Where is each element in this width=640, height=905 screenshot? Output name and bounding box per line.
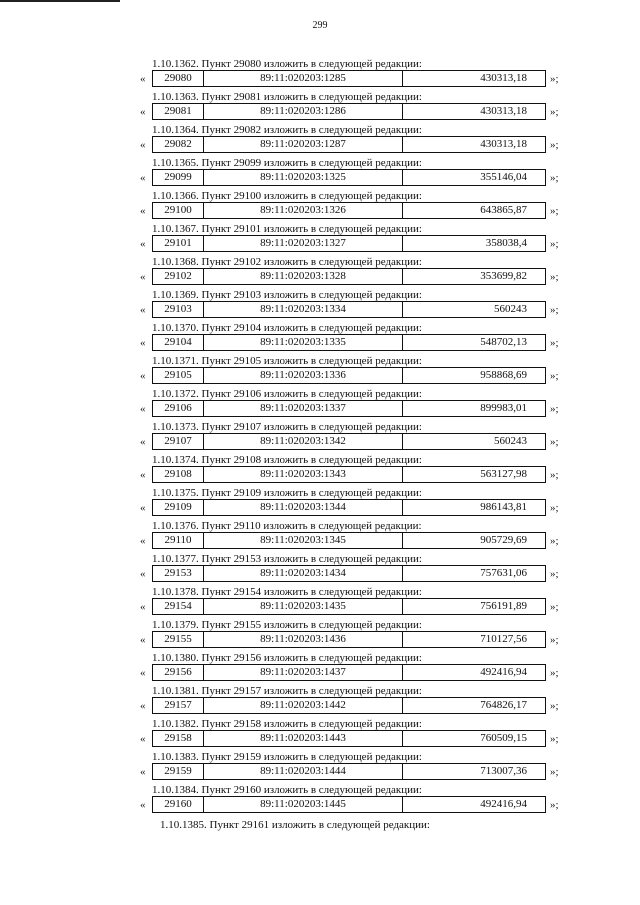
opening-quote: « <box>140 238 146 250</box>
amendment-entry <box>140 619 560 652</box>
cell-code: 29104 <box>153 335 204 350</box>
amendment-table-row <box>140 796 560 813</box>
closing-quote: »; <box>550 700 559 712</box>
cell-value: 760509,15 <box>480 732 527 744</box>
cell-code: 29157 <box>153 698 204 713</box>
amendment-entry <box>140 751 560 784</box>
closing-quote: »; <box>550 238 559 250</box>
amendment-entry <box>140 190 560 223</box>
amendment-entry <box>140 223 560 256</box>
opening-quote: « <box>140 601 146 613</box>
opening-quote: « <box>140 799 146 811</box>
clause-heading: 1.10.1382. Пункт 29158 изложить в следующей редакции: <box>152 718 422 730</box>
amendment-table <box>152 598 546 615</box>
amendment-table <box>152 367 546 384</box>
cell-value: 430313,18 <box>480 138 527 150</box>
amendment-entry <box>140 157 560 190</box>
cell-code: 29110 <box>153 533 204 548</box>
amendment-table <box>152 664 546 681</box>
cell-code: 29109 <box>153 500 204 515</box>
cell-code: 29105 <box>153 368 204 383</box>
amendment-entry <box>140 652 560 685</box>
amendment-table <box>152 763 546 780</box>
amendment-table <box>152 400 546 417</box>
cell-value: 355146,04 <box>480 171 527 183</box>
closing-quote: »; <box>550 799 559 811</box>
opening-quote: « <box>140 535 146 547</box>
amendment-table <box>152 565 546 582</box>
cell-code: 29155 <box>153 632 204 647</box>
amendment-table <box>152 796 546 813</box>
cell-value: 560243 <box>494 303 527 315</box>
amendment-table-row <box>140 136 560 153</box>
cell-code: 29154 <box>153 599 204 614</box>
clause-heading: 1.10.1373. Пункт 29107 изложить в следующей редакции: <box>152 421 422 433</box>
page-number: 299 <box>312 20 328 31</box>
amendment-table-row <box>140 565 560 582</box>
amendment-table <box>152 499 546 516</box>
clause-heading: 1.10.1363. Пункт 29081 изложить в следующей редакции: <box>152 91 422 103</box>
amendment-entry <box>140 289 560 322</box>
cell-cadastral-number: 89:11:020203:1334 <box>204 302 403 317</box>
clause-heading: 1.10.1374. Пункт 29108 изложить в следующей редакции: <box>152 454 422 466</box>
amendment-entry <box>140 322 560 355</box>
clause-heading: 1.10.1378. Пункт 29154 изложить в следующей редакции: <box>152 586 422 598</box>
clause-heading: 1.10.1383. Пункт 29159 изложить в следующей редакции: <box>152 751 422 763</box>
opening-quote: « <box>140 403 146 415</box>
amendment-entry <box>140 58 560 91</box>
opening-quote: « <box>140 106 146 118</box>
cell-code: 29108 <box>153 467 204 482</box>
cell-value: 905729,69 <box>480 534 527 546</box>
amendment-table <box>152 697 546 714</box>
cell-cadastral-number: 89:11:020203:1443 <box>204 731 403 746</box>
cell-value: 986143,81 <box>480 501 527 513</box>
cell-code: 29156 <box>153 665 204 680</box>
opening-quote: « <box>140 766 146 778</box>
closing-quote: »; <box>550 667 559 679</box>
opening-quote: « <box>140 271 146 283</box>
amendment-entry <box>140 355 560 388</box>
cell-code: 29158 <box>153 731 204 746</box>
cell-code: 29081 <box>153 104 204 119</box>
amendment-table <box>152 70 546 87</box>
cell-code: 29082 <box>153 137 204 152</box>
amendment-table <box>152 202 546 219</box>
closing-quote: »; <box>550 733 559 745</box>
clause-heading: 1.10.1376. Пункт 29110 изложить в следующей редакции: <box>152 520 422 532</box>
opening-quote: « <box>140 436 146 448</box>
amendment-entry <box>140 454 560 487</box>
cell-value: 710127,56 <box>480 633 527 645</box>
amendment-table <box>152 433 546 450</box>
cell-code: 29106 <box>153 401 204 416</box>
opening-quote: « <box>140 205 146 217</box>
cell-cadastral-number: 89:11:020203:1343 <box>204 467 403 482</box>
opening-quote: « <box>140 700 146 712</box>
amendment-table <box>152 730 546 747</box>
opening-quote: « <box>140 73 146 85</box>
cell-code: 29160 <box>153 797 204 812</box>
cell-value: 713007,36 <box>480 765 527 777</box>
amendment-entry <box>140 421 560 454</box>
cell-value: 764826,17 <box>480 699 527 711</box>
amendment-table <box>152 169 546 186</box>
amendment-table-row <box>140 169 560 186</box>
opening-quote: « <box>140 370 146 382</box>
clause-heading: 1.10.1375. Пункт 29109 изложить в следующей редакции: <box>152 487 422 499</box>
cell-cadastral-number: 89:11:020203:1325 <box>204 170 403 185</box>
amendment-table-row <box>140 499 560 516</box>
amendment-table-row <box>140 433 560 450</box>
cell-cadastral-number: 89:11:020203:1285 <box>204 71 403 86</box>
amendment-entry <box>140 553 560 586</box>
closing-quote: »; <box>550 469 559 481</box>
clause-heading: 1.10.1366. Пункт 29100 изложить в следующей редакции: <box>152 190 422 202</box>
amendment-table-row <box>140 400 560 417</box>
cell-value: 899983,01 <box>480 402 527 414</box>
amendment-entry <box>140 388 560 421</box>
amendment-entry <box>140 91 560 124</box>
cell-code: 29080 <box>153 71 204 86</box>
cell-value: 563127,98 <box>480 468 527 480</box>
closing-quote: »; <box>550 601 559 613</box>
cell-code: 29101 <box>153 236 204 251</box>
closing-quote: »; <box>550 766 559 778</box>
amendment-table-row <box>140 103 560 120</box>
cell-cadastral-number: 89:11:020203:1326 <box>204 203 403 218</box>
amendment-table-row <box>140 763 560 780</box>
amendment-table <box>152 466 546 483</box>
amendment-table <box>152 103 546 120</box>
cell-cadastral-number: 89:11:020203:1287 <box>204 137 403 152</box>
cell-code: 29153 <box>153 566 204 581</box>
closing-quote: »; <box>550 73 559 85</box>
cell-value: 430313,18 <box>480 72 527 84</box>
amendment-table-row <box>140 532 560 549</box>
cell-code: 29103 <box>153 302 204 317</box>
amendment-table-row <box>140 70 560 87</box>
cell-cadastral-number: 89:11:020203:1344 <box>204 500 403 515</box>
cell-value: 958868,69 <box>480 369 527 381</box>
cell-cadastral-number: 89:11:020203:1342 <box>204 434 403 449</box>
amendment-entry <box>140 520 560 553</box>
amendment-table <box>152 136 546 153</box>
opening-quote: « <box>140 502 146 514</box>
cell-code: 29102 <box>153 269 204 284</box>
opening-quote: « <box>140 337 146 349</box>
amendment-entry <box>140 718 560 751</box>
amendment-table-row <box>140 730 560 747</box>
clause-heading: 1.10.1362. Пункт 29080 изложить в следующей редакции: <box>152 58 422 70</box>
amendment-table-row <box>140 367 560 384</box>
closing-quote: »; <box>550 337 559 349</box>
closing-quote: »; <box>550 568 559 580</box>
cell-code: 29100 <box>153 203 204 218</box>
amendment-table <box>152 301 546 318</box>
opening-quote: « <box>140 172 146 184</box>
closing-quote: »; <box>550 634 559 646</box>
amendment-table <box>152 532 546 549</box>
clause-heading: 1.10.1372. Пункт 29106 изложить в следующей редакции: <box>152 388 422 400</box>
opening-quote: « <box>140 469 146 481</box>
clause-heading: 1.10.1368. Пункт 29102 изложить в следующей редакции: <box>152 256 422 268</box>
closing-quote: »; <box>550 139 559 151</box>
amendment-table <box>152 268 546 285</box>
closing-quote: »; <box>550 205 559 217</box>
cell-cadastral-number: 89:11:020203:1434 <box>204 566 403 581</box>
clause-heading: 1.10.1364. Пункт 29082 изложить в следующей редакции: <box>152 124 422 136</box>
amendment-table-row <box>140 202 560 219</box>
amendment-table-row <box>140 268 560 285</box>
cell-code: 29107 <box>153 434 204 449</box>
amendment-table-row <box>140 697 560 714</box>
closing-quote: »; <box>550 271 559 283</box>
opening-quote: « <box>140 667 146 679</box>
opening-quote: « <box>140 733 146 745</box>
cell-value: 560243 <box>494 435 527 447</box>
amendment-entry <box>140 586 560 619</box>
clause-heading: 1.10.1377. Пункт 29153 изложить в следующей редакции: <box>152 553 422 565</box>
cell-cadastral-number: 89:11:020203:1337 <box>204 401 403 416</box>
cell-value: 757631,06 <box>480 567 527 579</box>
clause-heading: 1.10.1369. Пункт 29103 изложить в следующей редакции: <box>152 289 422 301</box>
amendment-table-row <box>140 301 560 318</box>
cell-value: 756191,89 <box>480 600 527 612</box>
last-clause-heading: 1.10.1385. Пункт 29161 изложить в следующей редакции: <box>160 819 430 831</box>
cell-cadastral-number: 89:11:020203:1336 <box>204 368 403 383</box>
opening-quote: « <box>140 304 146 316</box>
closing-quote: »; <box>550 403 559 415</box>
cell-cadastral-number: 89:11:020203:1444 <box>204 764 403 779</box>
cell-code: 29099 <box>153 170 204 185</box>
cell-value: 492416,94 <box>480 666 527 678</box>
amendment-table-row <box>140 598 560 615</box>
cell-cadastral-number: 89:11:020203:1335 <box>204 335 403 350</box>
amendment-table-row <box>140 664 560 681</box>
clause-heading: 1.10.1371. Пункт 29105 изложить в следующей редакции: <box>152 355 422 367</box>
opening-quote: « <box>140 568 146 580</box>
clause-heading: 1.10.1384. Пункт 29160 изложить в следующей редакции: <box>152 784 422 796</box>
top-rule-line <box>0 0 120 2</box>
closing-quote: »; <box>550 370 559 382</box>
cell-value: 643865,87 <box>480 204 527 216</box>
cell-cadastral-number: 89:11:020203:1437 <box>204 665 403 680</box>
amendment-entry <box>140 124 560 157</box>
opening-quote: « <box>140 634 146 646</box>
amendment-table-row <box>140 631 560 648</box>
closing-quote: »; <box>550 535 559 547</box>
cell-cadastral-number: 89:11:020203:1442 <box>204 698 403 713</box>
clause-heading: 1.10.1380. Пункт 29156 изложить в следующей редакции: <box>152 652 422 664</box>
clause-heading: 1.10.1367. Пункт 29101 изложить в следующей редакции: <box>152 223 422 235</box>
amendment-entry <box>140 487 560 520</box>
closing-quote: »; <box>550 172 559 184</box>
clause-heading: 1.10.1381. Пункт 29157 изложить в следующей редакции: <box>152 685 422 697</box>
amendment-table <box>152 235 546 252</box>
cell-cadastral-number: 89:11:020203:1445 <box>204 797 403 812</box>
closing-quote: »; <box>550 436 559 448</box>
cell-cadastral-number: 89:11:020203:1436 <box>204 632 403 647</box>
cell-value: 353699,82 <box>480 270 527 282</box>
closing-quote: »; <box>550 304 559 316</box>
clause-heading: 1.10.1379. Пункт 29155 изложить в следующей редакции: <box>152 619 422 631</box>
amendment-table-row <box>140 466 560 483</box>
cell-value: 548702,13 <box>480 336 527 348</box>
cell-value: 358038,4 <box>485 237 527 249</box>
opening-quote: « <box>140 139 146 151</box>
amendment-entry <box>140 685 560 718</box>
cell-value: 492416,94 <box>480 798 527 810</box>
clause-heading: 1.10.1370. Пункт 29104 изложить в следующей редакции: <box>152 322 422 334</box>
closing-quote: »; <box>550 502 559 514</box>
cell-code: 29159 <box>153 764 204 779</box>
amendment-table <box>152 631 546 648</box>
amendment-table-row <box>140 235 560 252</box>
cell-cadastral-number: 89:11:020203:1286 <box>204 104 403 119</box>
closing-quote: »; <box>550 106 559 118</box>
amendment-entry <box>140 256 560 289</box>
amendment-entry <box>140 784 560 817</box>
amendment-table-row <box>140 334 560 351</box>
cell-cadastral-number: 89:11:020203:1328 <box>204 269 403 284</box>
clause-heading: 1.10.1365. Пункт 29099 изложить в следующей редакции: <box>152 157 422 169</box>
cell-cadastral-number: 89:11:020203:1327 <box>204 236 403 251</box>
cell-cadastral-number: 89:11:020203:1345 <box>204 533 403 548</box>
cell-value: 430313,18 <box>480 105 527 117</box>
cell-cadastral-number: 89:11:020203:1435 <box>204 599 403 614</box>
amendment-table <box>152 334 546 351</box>
